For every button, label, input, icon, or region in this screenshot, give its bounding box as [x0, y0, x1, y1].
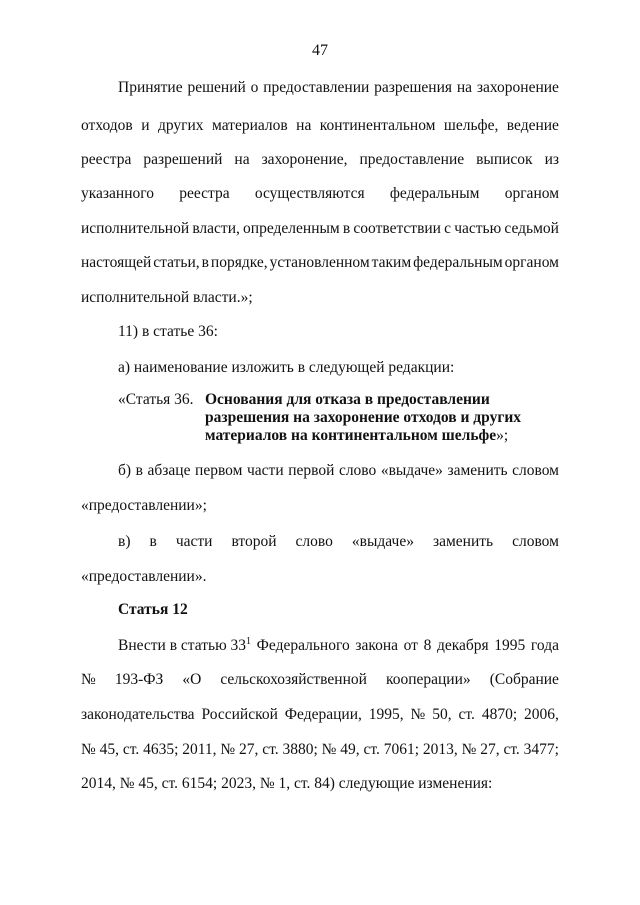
text-line: [81, 150, 559, 170]
word: ст.: [503, 741, 520, 758]
word: власти,: [192, 220, 240, 237]
word: слово: [295, 533, 333, 550]
word: на: [296, 117, 312, 134]
word: с: [444, 220, 452, 237]
page-number: 47: [312, 42, 328, 59]
word: таким: [371, 254, 412, 271]
word: шельфе,: [443, 117, 499, 134]
word: слово: [338, 462, 377, 479]
word: 1995,: [368, 706, 404, 723]
word: федеральным: [413, 254, 503, 271]
word: 49,: [340, 741, 360, 758]
word: «выдаче»: [351, 533, 414, 550]
word: органом: [504, 185, 559, 202]
word: 4635;: [143, 741, 179, 758]
text-line: исполнительной власти.»;: [81, 289, 253, 306]
word: декабря: [436, 637, 489, 654]
word: в: [342, 220, 351, 237]
word: ст.: [363, 741, 380, 758]
list-item-a: а) наименование изложить в следующей редакции:: [118, 359, 455, 376]
word: захоронение: [476, 79, 559, 96]
word: определенным: [243, 220, 340, 237]
list-item-v-line-1: [118, 532, 559, 552]
word: 2011,: [182, 741, 217, 758]
word: закона: [355, 637, 398, 654]
word: реестра: [81, 151, 132, 168]
word: материалов: [212, 117, 288, 134]
word: 4870;: [481, 706, 518, 723]
word: №: [461, 741, 477, 758]
text-line: [81, 740, 559, 760]
word: кооперации»: [385, 671, 471, 688]
word: седьмой: [504, 220, 559, 237]
word: континентальном: [319, 117, 436, 134]
word: разрешений: [143, 151, 223, 168]
heading-line: [118, 390, 559, 410]
text-line: 2014, № 45, ст. 6154; 2023, № 1, ст. 84) следующие изменения:: [81, 775, 493, 792]
list-item-11: 11) в статье 36:: [118, 323, 218, 340]
word: 27,: [239, 741, 259, 758]
word: Российской: [201, 706, 278, 723]
word: 45,: [99, 741, 120, 758]
word: выписок: [476, 151, 533, 168]
word: словом: [512, 462, 559, 479]
word: законодательства: [81, 706, 195, 723]
word: 3477;: [523, 741, 559, 758]
word: (Собрание: [489, 671, 559, 688]
word: первой: [288, 462, 335, 479]
text-line: [81, 253, 559, 273]
word: первом: [195, 462, 243, 479]
word: 193-ФЗ: [114, 671, 164, 688]
text-line: [81, 705, 559, 725]
word: Федерального: [256, 637, 350, 654]
word: ст.: [122, 741, 140, 758]
text-line: [118, 78, 559, 98]
word: на: [456, 79, 473, 96]
word: и: [141, 117, 150, 134]
word: части: [175, 533, 213, 550]
word: ст.: [262, 741, 279, 758]
word: установленном: [269, 254, 370, 271]
word: абзаце: [147, 462, 191, 479]
word: сельскохозяйственной: [220, 671, 367, 688]
heading-title-line-3: материалов на континентальном шельфе»;: [205, 427, 509, 444]
list-item-v-line-2: «предоставлении».: [81, 568, 207, 585]
word: заменить: [447, 462, 508, 479]
word: в: [135, 462, 143, 479]
word: 3880;: [282, 741, 318, 758]
list-item-b-line-2: «предоставлении»;: [81, 497, 207, 514]
article-12-heading: Статья 12: [118, 601, 188, 618]
word: «О: [182, 671, 202, 688]
word: осуществляются: [254, 185, 365, 202]
word: из: [544, 151, 559, 168]
word: года: [530, 637, 559, 654]
text-line: [81, 670, 559, 690]
word: исполнительной: [81, 220, 190, 237]
word: 8: [423, 637, 432, 654]
word: второй: [231, 533, 277, 550]
word: федеральным: [389, 185, 480, 202]
word: предоставление: [359, 151, 465, 168]
word: Принятие: [118, 79, 183, 96]
word: 2006,: [524, 706, 559, 723]
word: других: [157, 117, 204, 134]
heading-title-line-2: разрешения на захоронение отходов и других: [205, 409, 522, 426]
word: №: [220, 741, 236, 758]
word: от: [403, 637, 418, 654]
word: решений: [187, 79, 246, 96]
word: ст.: [458, 706, 475, 723]
word: соответствии: [353, 220, 441, 237]
word: отходов: [81, 117, 133, 134]
word: в: [201, 254, 209, 271]
word: б): [118, 462, 132, 479]
word: №: [81, 741, 96, 758]
word: органом: [504, 254, 559, 271]
word: Федерации,: [284, 706, 362, 723]
text-line: [81, 219, 559, 239]
word: 2013,: [422, 741, 458, 758]
word: в: [149, 533, 157, 550]
word: статьи,: [153, 254, 200, 271]
text-line: [81, 184, 559, 204]
heading-label: «Статья 36.: [118, 391, 194, 408]
text-line: [81, 116, 559, 136]
word: указанного: [81, 185, 154, 202]
word: частью: [454, 220, 502, 237]
word: о: [250, 79, 259, 96]
word: предоставлении: [263, 79, 370, 96]
word: порядке,: [210, 254, 268, 271]
word: настоящей: [81, 254, 152, 271]
word: на: [234, 151, 250, 168]
word: части: [247, 462, 284, 479]
word: реестра: [179, 185, 230, 202]
word: №: [81, 671, 96, 688]
list-item-b-line-1: [118, 461, 559, 481]
word: 7061;: [383, 741, 420, 758]
word: в): [118, 533, 131, 550]
word: разрешения: [374, 79, 453, 96]
word: №: [410, 706, 426, 723]
word: 50,: [432, 706, 452, 723]
word: захоронение,: [261, 151, 348, 168]
text-line: Внести в статью $33^1$ Федерального закона от 8 декабря 1995 года: [118, 636, 559, 654]
word: заменить: [432, 533, 494, 550]
heading-title-line-1: Основания для отказа в предоставлении: [205, 391, 490, 408]
word: «выдаче»: [380, 462, 443, 479]
word: 27,: [480, 741, 500, 758]
word: ведение: [506, 117, 559, 134]
word: словом: [512, 533, 559, 550]
word: №: [321, 741, 337, 758]
word: 1995: [494, 637, 526, 654]
